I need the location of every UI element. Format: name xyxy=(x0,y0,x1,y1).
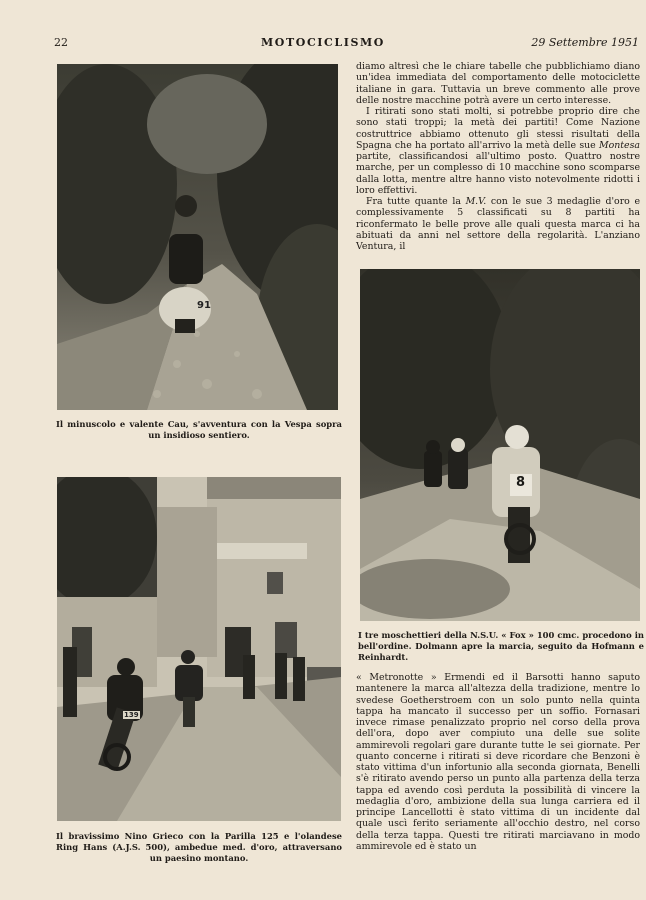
paragraph: I ritirati sono stati molti, si potrebbe proprio dire che sono stati troppi; la metà dei partiti! Come Nazione costruttrice abbiamo ottenuto gli stessi risultati della Spagna che ha portato all'arrivo la metà delle sue Montesa partite, classificandosi all'ultimo posto. Quattro nostre marche, per un complesso di 10 macchine sono scomparse dalla lotta, mentre altre hanno visto notevolmente ridotti i loro effettivi. xyxy=(356,106,640,196)
paragraph: « Metronotte » Ermendi ed il Barsotti hanno saputo mantenere la marca all'altezza della tradizione, mentre lo svedese Goetherstroem con un solo punto nella quinta tappa ha mancato il successo per un soffio. Fornasari invece rimase penalizzato proprio nel corso della prova dell'ora, dopo aver compiuto una delle sue solite ammirevoli regolari gare durante tutte le sei giornate. Per quanto concerne i ritirati si deve ricordare che Benzoni è stato vittima d'un infortunio alla seconda giornata, Benelli s'è ritirato avendo perso un punto alla partenza della terza tappa ed avendo così perduta la possibilità di vincere la medaglia d'oro, ambizione della sua lunga carriera ed il principe Lancellotti è stato vittima di un incidente dal quale uscì ferito seriamente all'occhio destro, nel corso della terza tappa. Questi tre ritirati marciavano in modo ammirevole ed è stato un xyxy=(356,672,640,852)
photo-mountain-village xyxy=(57,477,341,821)
caption-nsu: I tre moschettieri della N.S.U. « Fox » 100 cmc. procedono in bell'ordine. Dolmann apre la marcia, seguito da Hofmann e Reinhardt. xyxy=(358,630,644,662)
article-text-top xyxy=(356,61,640,252)
article-text-bottom xyxy=(356,672,640,852)
issue-date: 29 Settembre 1951 xyxy=(531,36,639,49)
caption-parilla: Il bravissimo Nino Grieco con la Parilla 125 e l'olandese Ring Hans (A.J.S. 500), ambedue med. d'oro, attraversano un paesino montano. xyxy=(56,831,342,863)
page-header xyxy=(0,36,646,52)
paragraph: Fra tutte quante la M.V. con le sue 3 medaglie d'oro e complessivamente 5 classificati su 8 partiti ha riconfermato le belle prove alle quali questa marca ci ha abituati da anni nel settore della regolarità. L'anziano Ventura, il xyxy=(356,196,640,252)
photo-vespa-forest-path xyxy=(57,64,338,410)
nsu-race-number: 8 xyxy=(516,475,526,490)
vespa-race-number: 91 xyxy=(197,300,211,311)
magazine-title: MOTOCICLISMO xyxy=(261,36,385,49)
parilla-race-number: 139 xyxy=(124,711,139,719)
paragraph: diamo altresì che le chiare tabelle che pubblichiamo diano un'idea immediata del comportamento delle motociclette italiane in gara. Tuttavia un breve commento alle prove delle nostre macchine potrà avere un certo interesse. xyxy=(356,61,640,106)
page-number: 22 xyxy=(54,36,68,49)
photo-nsu-riders xyxy=(360,269,640,621)
caption-vespa: Il minuscolo e valente Cau, s'avventura con la Vespa sopra un insidioso sentiero. xyxy=(56,419,342,440)
